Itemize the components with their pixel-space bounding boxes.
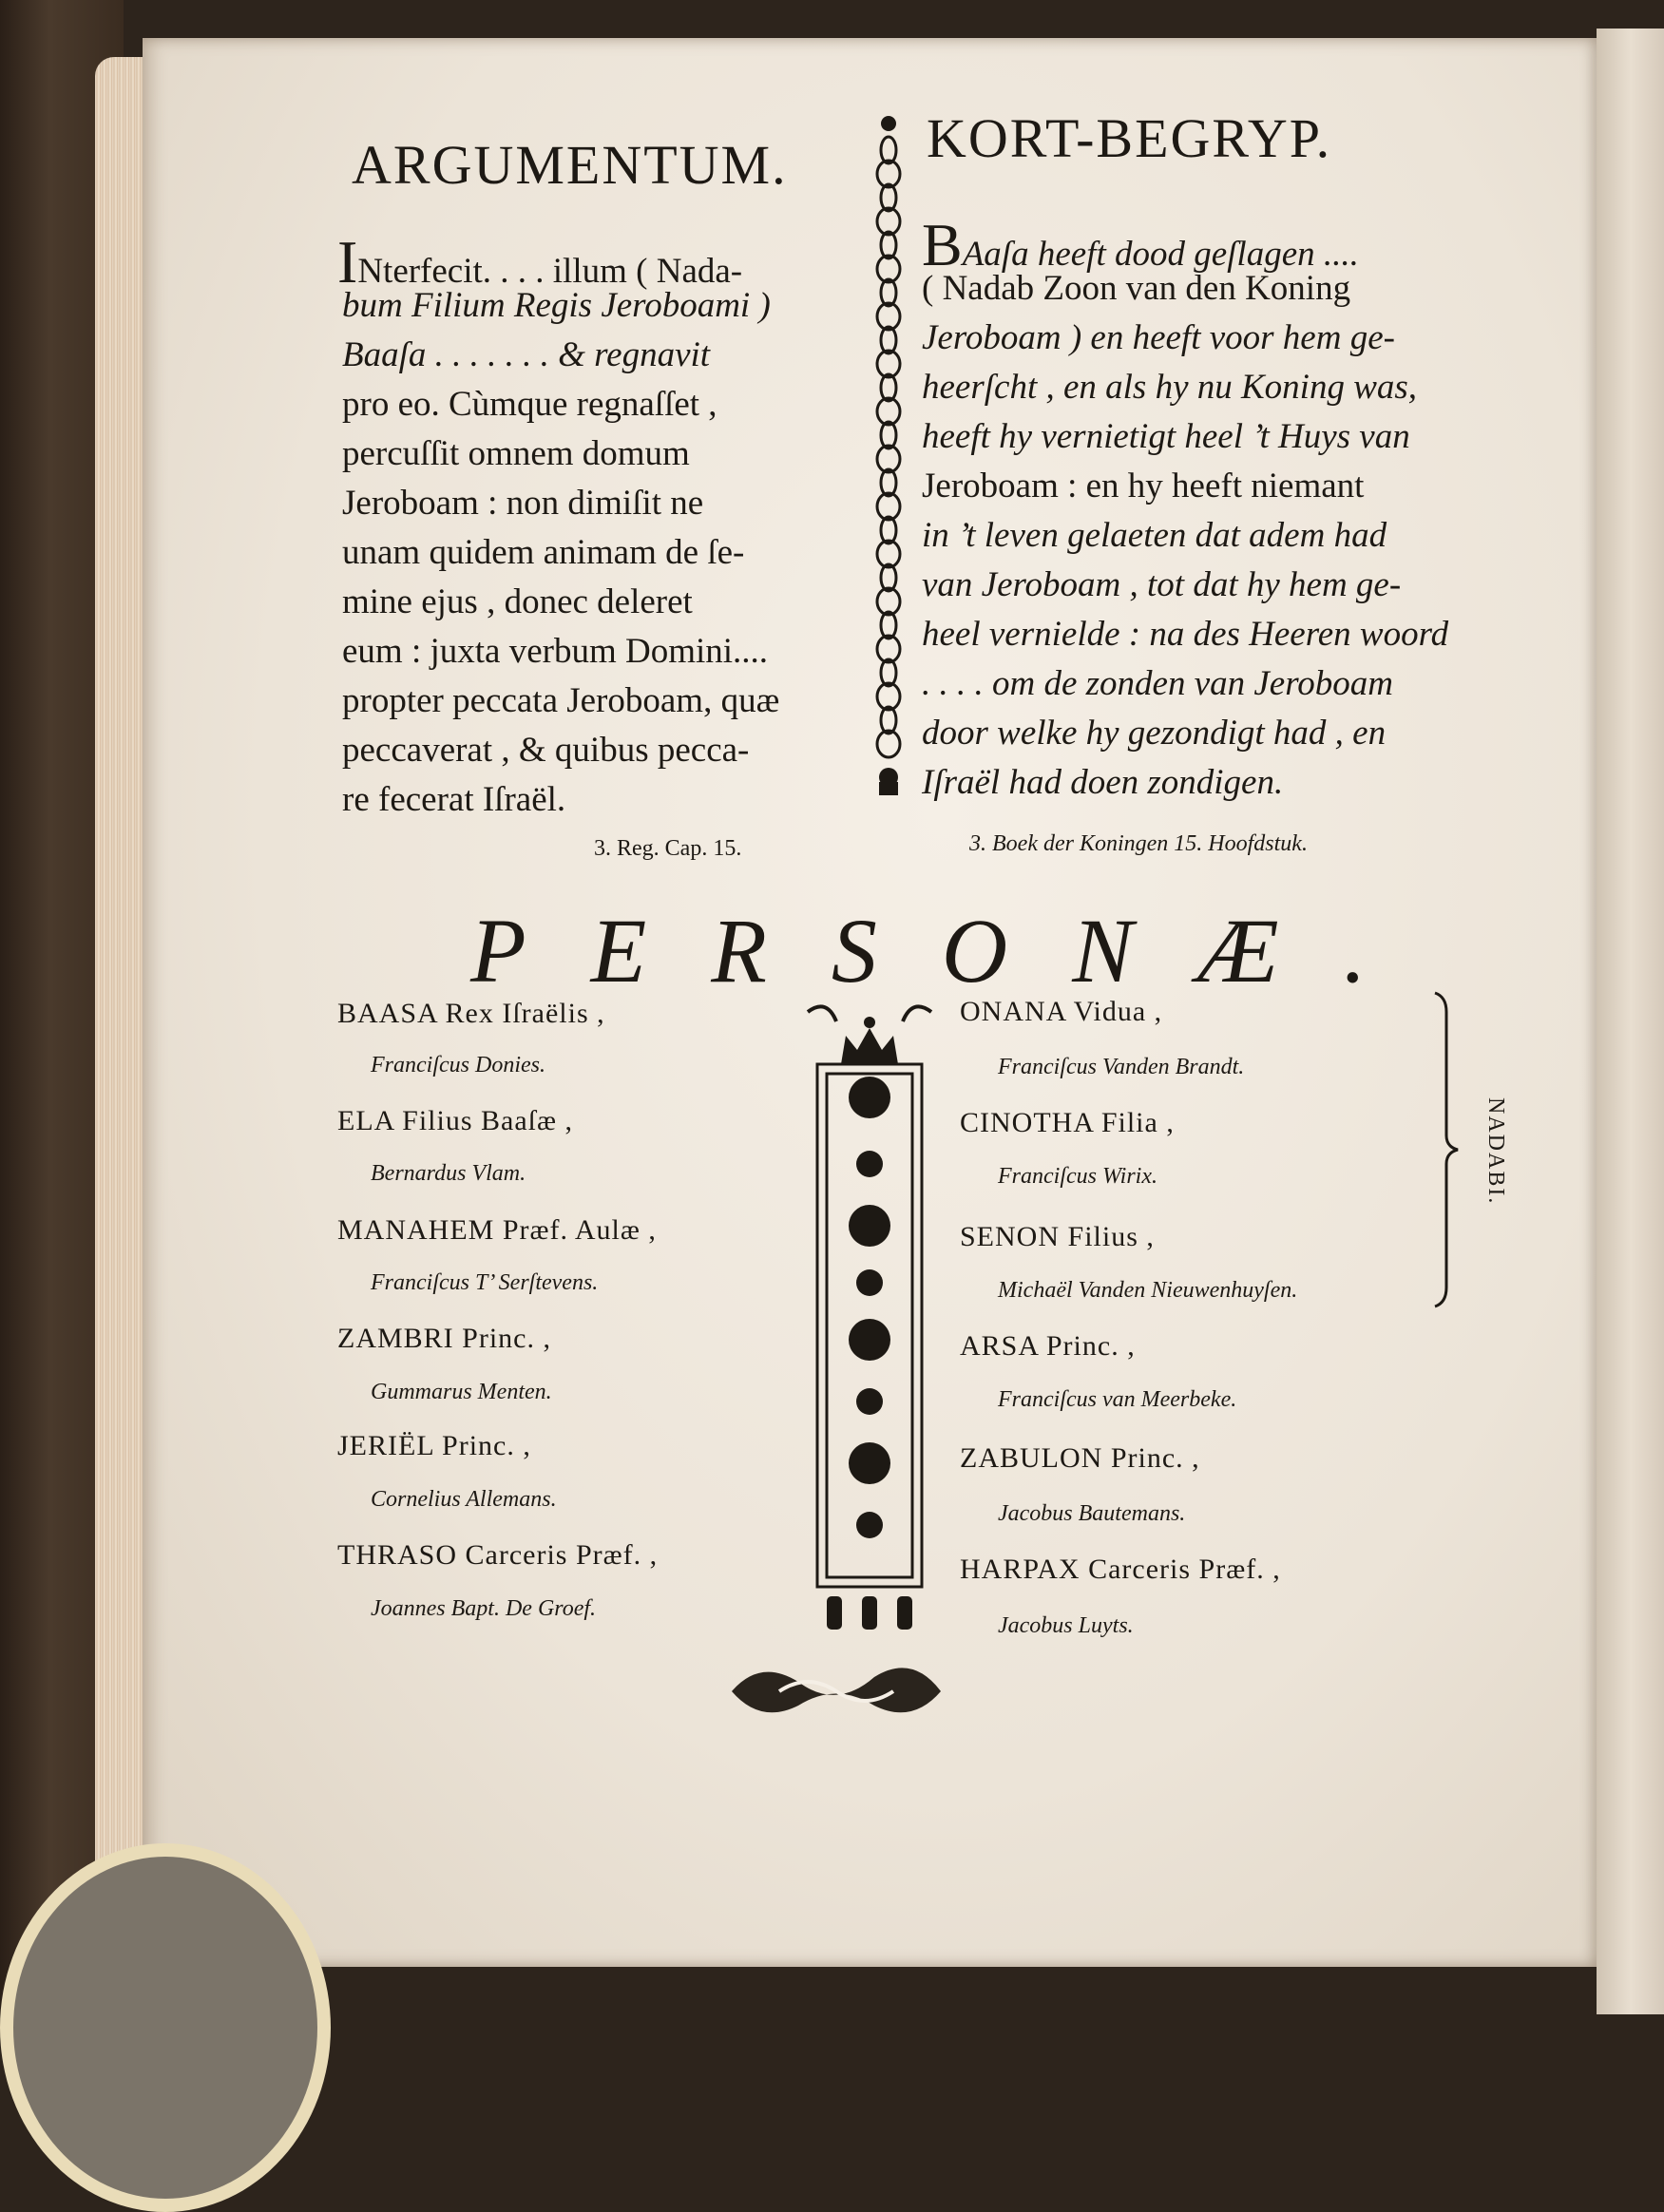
kort-begryp-reference: 3. Boek der Koningen 15. Hoofdstuk.	[969, 831, 1308, 856]
argumentum-line: Baaſa . . . . . . . & regnavit	[342, 335, 711, 374]
argumentum-line: INterfecit. . . . illum ( Nada-	[337, 228, 743, 296]
actor-name: Cornelius Allemans.	[371, 1487, 557, 1512]
rosette	[856, 1388, 883, 1415]
rosette	[856, 1151, 883, 1177]
actor-name: Franciſcus T’ Serſtevens.	[371, 1270, 599, 1295]
argumentum-line: percuſſit omnem domum	[342, 434, 690, 473]
family-bracket	[1425, 993, 1463, 1306]
chain-ornament-divider	[860, 112, 917, 796]
kort-begryp-line: heeft hy vernietigt heel ’t Huys van	[922, 417, 1410, 456]
actor-name: Franciſcus Wirix.	[998, 1164, 1157, 1189]
floral-column-ornament	[798, 998, 941, 1644]
kort-begryp-line: heel vernielde : na des Heeren woord	[922, 615, 1449, 654]
kort-begryp-line: ( Nadab Zoon van den Koning	[922, 269, 1351, 308]
argumentum-line: peccaverat , & quibus pecca-	[342, 731, 750, 770]
role-name: ONANA Vidua ,	[960, 996, 1163, 1027]
role-name: JERIËL Princ. ,	[337, 1430, 531, 1461]
kort-begryp-line: Iſraël had doen zondigen.	[922, 763, 1284, 802]
kort-begryp-dropcap: B	[922, 211, 963, 278]
actor-name: Bernardus Vlam.	[371, 1161, 526, 1186]
argumentum-line: re fecerat Iſraël.	[342, 780, 566, 819]
role-name: HARPAX Carceris Præf. ,	[960, 1554, 1281, 1585]
kort-begryp-line: . . . . om de zonden van Jeroboam	[922, 664, 1393, 703]
kort-begryp-line: van Jeroboam , tot dat hy hem ge-	[922, 565, 1402, 604]
kort-begryp-line: Jeroboam : en hy heeft niemant	[922, 467, 1365, 505]
personae-title: PERSONÆ.	[470, 900, 1431, 1001]
role-name: BAASA Rex Iſraëlis ,	[337, 998, 605, 1029]
rosette	[849, 1319, 890, 1361]
kort-begryp-line: BAaſa heeft dood geſlagen ....	[922, 211, 1359, 278]
facing-page-edge	[1597, 29, 1664, 2014]
actor-name: Franciſcus Donies.	[371, 1053, 545, 1077]
argumentum-reference: 3. Reg. Cap. 15.	[594, 836, 742, 861]
rosette	[849, 1442, 890, 1484]
actor-name: Jacobus Luyts.	[998, 1613, 1134, 1638]
scroll-ornament	[722, 1653, 950, 1729]
actor-name: Joannes Bapt. De Groef.	[371, 1596, 597, 1621]
actor-name: Gummarus Menten.	[371, 1380, 552, 1404]
argumentum-line: Jeroboam : non dimiſit ne	[342, 484, 704, 523]
role-name: THRASO Carceris Præf. ,	[337, 1539, 659, 1571]
rosette	[849, 1077, 890, 1118]
argumentum-line: mine ejus , donec deleret	[342, 582, 693, 621]
actor-name: Franciſcus Vanden Brandt.	[998, 1055, 1245, 1079]
rosette	[856, 1269, 883, 1296]
argumentum-line: eum : juxta verbum Domini....	[342, 632, 769, 671]
role-name: ARSA Princ. ,	[960, 1330, 1136, 1362]
kort-begryp-line: Jeroboam ) en heeft voor hem ge-	[922, 318, 1395, 357]
kort-begryp-line: door welke hy gezondigt had , en	[922, 714, 1387, 753]
actor-name: Franciſcus van Meerbeke.	[998, 1387, 1237, 1412]
argumentum-dropcap: I	[337, 228, 358, 296]
corner-thumb-disc	[0, 1843, 331, 2212]
role-name: ZAMBRI Princ. ,	[337, 1323, 551, 1354]
argumentum-line: unam quidem animam de ſe-	[342, 533, 745, 572]
argumentum-heading: ARGUMENTUM.	[352, 134, 788, 196]
role-name: ELA Filius Baaſæ ,	[337, 1105, 574, 1136]
role-name: MANAHEM Præf. Aulæ ,	[337, 1214, 657, 1246]
actor-name: Jacobus Bautemans.	[998, 1501, 1186, 1526]
rosette	[856, 1512, 883, 1538]
role-name: ZABULON Princ. ,	[960, 1442, 1200, 1474]
kort-begryp-line: heerſcht , en als hy nu Koning was,	[922, 368, 1418, 407]
argumentum-line: pro eo. Cùmque regnaſſet ,	[342, 385, 717, 424]
rosette	[849, 1205, 890, 1247]
kort-begryp-heading: KORT-BEGRYP.	[927, 107, 1332, 169]
argumentum-line: propter peccata Jeroboam, quæ	[342, 681, 780, 720]
family-bracket-label: NADABI.	[1483, 1097, 1508, 1206]
argumentum-line: bum Filium Regis Jeroboami )	[342, 286, 771, 325]
role-name: SENON Filius ,	[960, 1221, 1155, 1252]
role-name: CINOTHA Filia ,	[960, 1107, 1175, 1138]
kort-begryp-line: in ’t leven gelaeten dat adem had	[922, 516, 1387, 555]
actor-name: Michaël Vanden Nieuwenhuyſen.	[998, 1278, 1298, 1303]
